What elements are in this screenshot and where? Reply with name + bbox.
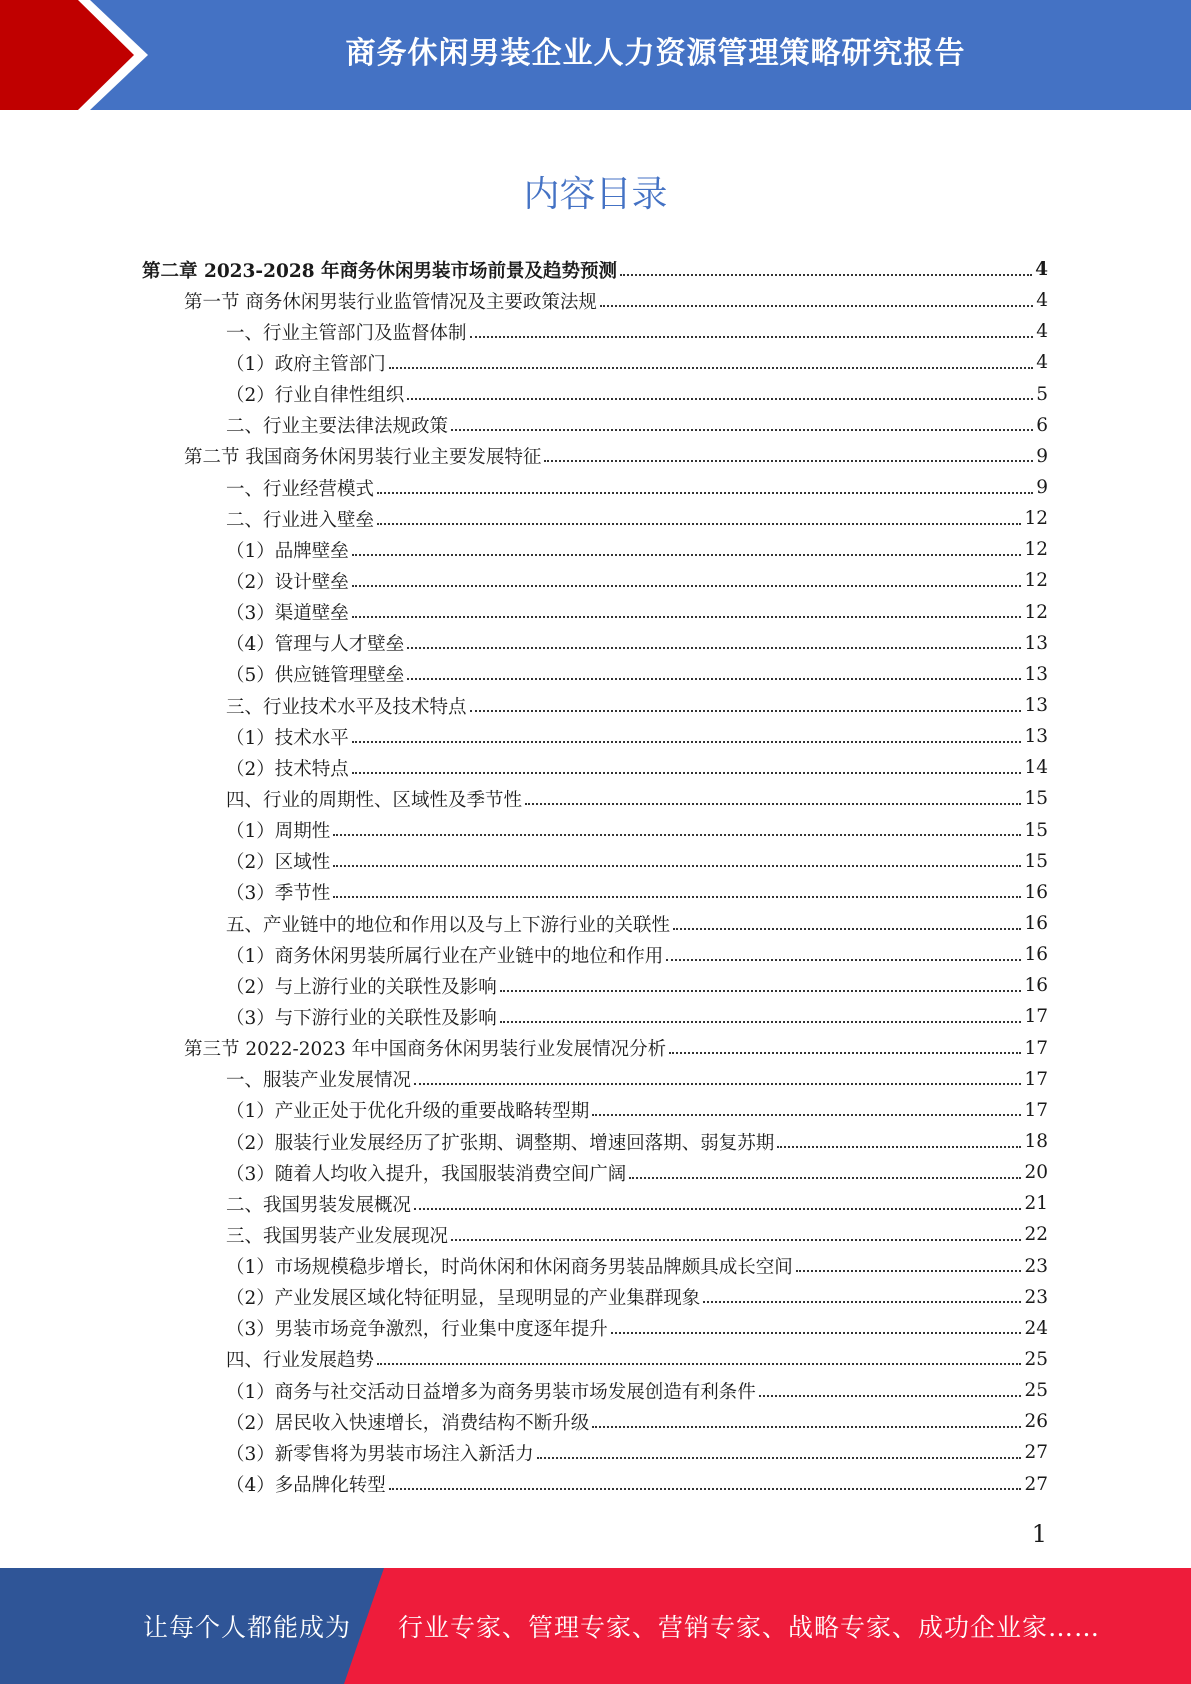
toc-entry-page: 4 — [1036, 290, 1048, 312]
toc-entry-title: （2）服装行业发展经历了扩张期、调整期、增速回落期、弱复苏期 — [226, 1132, 775, 1154]
toc-entry-title: （1）技术水平 — [226, 727, 349, 749]
toc-entry[interactable] — [142, 285, 1048, 316]
toc-dot-leader — [451, 429, 1033, 431]
toc-entry[interactable] — [142, 441, 1048, 472]
toc-dot-leader — [352, 554, 1022, 556]
toc-entry-title: （2）技术特点 — [226, 758, 349, 780]
toc-entry-page: 15 — [1024, 788, 1048, 810]
toc-entry-title: 第三节 2022-2023 年中国商务休闲男装行业发展情况分析 — [184, 1039, 667, 1061]
toc-entry-page: 14 — [1024, 757, 1048, 779]
toc-dot-leader — [414, 1083, 1021, 1085]
toc-entry[interactable] — [142, 534, 1048, 565]
toc-entry-title: 第二节 我国商务休闲男装行业主要发展特征 — [184, 447, 542, 469]
toc-entry-page: 24 — [1024, 1317, 1048, 1339]
toc-entry[interactable] — [142, 347, 1048, 378]
toc-dot-leader — [673, 928, 1021, 930]
toc-entry-page: 20 — [1024, 1162, 1048, 1184]
toc-entry-title: 第二章 2023-2028 年商务休闲男装市场前景及趋势预测 — [142, 260, 618, 282]
toc-dot-leader — [666, 959, 1021, 961]
toc-entry-page: 6 — [1036, 414, 1048, 436]
toc-entry-page: 12 — [1024, 601, 1048, 623]
toc-dot-leader — [592, 1114, 1021, 1116]
toc-dot-leader — [537, 1457, 1022, 1459]
toc-entry-title: （1）商务休闲男装所属行业在产业链中的地位和作用 — [226, 945, 664, 967]
toc-dot-leader — [620, 274, 1032, 276]
toc-entry-title: （3）与下游行业的关联性及影响 — [226, 1007, 497, 1029]
toc-dot-leader — [759, 1395, 1022, 1397]
toc-entry-title: （2）行业自律性组织 — [226, 385, 405, 407]
toc-entry[interactable] — [142, 1001, 1048, 1032]
toc-entry-title: （2）与上游行业的关联性及影响 — [226, 976, 497, 998]
toc-entry-title: 二、行业主要法律法规政策 — [226, 416, 449, 438]
toc-entry[interactable] — [142, 939, 1048, 970]
page-number: 1 — [1031, 1520, 1047, 1548]
toc-entry-title: （1）商务与社交活动日益增多为商务男装市场发展创造有利条件 — [226, 1381, 756, 1403]
toc-entry-page: 15 — [1024, 819, 1048, 841]
footer-slogan-right: 行业专家、管理专家、营销专家、战略专家、成功企业家…… — [398, 1613, 1101, 1642]
toc-entry-page: 4 — [1036, 352, 1048, 374]
toc-entry[interactable] — [142, 503, 1048, 534]
toc-entry-page: 12 — [1024, 508, 1048, 530]
toc-entry-title: （1）政府主管部门 — [226, 353, 386, 375]
toc-entry-page: 26 — [1024, 1411, 1048, 1433]
toc-entry-title: （3）季节性 — [226, 883, 331, 905]
toc-entry[interactable] — [142, 970, 1048, 1001]
toc-entry[interactable] — [142, 1375, 1048, 1406]
toc-entry-page: 27 — [1024, 1473, 1048, 1495]
toc-entry-title: 三、行业技术水平及技术特点 — [226, 696, 467, 718]
toc-entry-title: （2）区域性 — [226, 852, 331, 874]
toc-dot-leader — [669, 1052, 1021, 1054]
toc-entry-title: 第一节 商务休闲男装行业监管情况及主要政策法规 — [184, 291, 597, 313]
toc-entry-title: （3）渠道壁垒 — [226, 603, 349, 625]
toc-entry-title: 一、服装产业发展情况 — [226, 1070, 412, 1092]
toc-entry[interactable] — [142, 1033, 1048, 1064]
toc-entry-page: 23 — [1024, 1286, 1048, 1308]
toc-entry[interactable] — [142, 1282, 1048, 1313]
toc-entry[interactable] — [142, 690, 1048, 721]
page-header — [0, 0, 1191, 110]
toc-dot-leader — [611, 1332, 1022, 1334]
toc-entry-title: 四、行业的周期性、区域性及季节性 — [226, 789, 523, 811]
toc-entry-title: （1）产业正处于优化升级的重要战略转型期 — [226, 1101, 590, 1123]
toc-dot-leader — [407, 647, 1021, 649]
toc-entry-title: （2）居民收入快速增长，消费结构不断升级 — [226, 1412, 590, 1434]
toc-dot-leader — [407, 398, 1033, 400]
toc-dot-leader — [629, 1177, 1021, 1179]
toc-entry[interactable] — [142, 1126, 1048, 1157]
table-of-contents — [142, 254, 1048, 1500]
toc-dot-leader — [525, 803, 1021, 805]
toc-entry-title: 三、我国男装产业发展现况 — [226, 1225, 449, 1247]
toc-dot-leader — [407, 678, 1021, 680]
toc-dot-leader — [500, 990, 1022, 992]
toc-dot-leader — [333, 834, 1021, 836]
toc-dot-leader — [414, 1208, 1021, 1210]
toc-entry-page: 23 — [1024, 1255, 1048, 1277]
toc-dot-leader — [544, 460, 1033, 462]
toc-dot-leader — [333, 896, 1021, 898]
toc-entry[interactable] — [142, 410, 1048, 441]
toc-entry[interactable] — [142, 565, 1048, 596]
toc-entry[interactable] — [142, 1313, 1048, 1344]
toc-entry-page: 17 — [1024, 1099, 1048, 1121]
toc-entry[interactable] — [142, 721, 1048, 752]
toc-entry-page: 16 — [1024, 975, 1048, 997]
toc-entry-title: （2）产业发展区域化特征明显，呈现明显的产业集群现象 — [226, 1288, 701, 1310]
toc-dot-leader — [389, 1488, 1022, 1490]
toc-entry[interactable] — [142, 1064, 1048, 1095]
toc-entry-title: （2）设计壁垒 — [226, 571, 349, 593]
toc-entry[interactable] — [142, 316, 1048, 347]
toc-entry-page: 21 — [1024, 1193, 1048, 1215]
toc-entry-title: （1）品牌壁垒 — [226, 540, 349, 562]
toc-dot-leader — [352, 616, 1022, 618]
toc-entry-page: 9 — [1036, 445, 1048, 467]
toc-entry-title: 四、行业发展趋势 — [226, 1350, 375, 1372]
toc-entry[interactable] — [142, 1157, 1048, 1188]
toc-entry[interactable] — [142, 597, 1048, 628]
toc-entry[interactable] — [142, 1095, 1048, 1126]
toc-dot-leader — [352, 585, 1022, 587]
toc-entry-page: 9 — [1036, 477, 1048, 499]
toc-dot-leader — [389, 367, 1033, 369]
toc-entry-page: 13 — [1024, 726, 1048, 748]
toc-entry-title: （3）男装市场竞争激烈，行业集中度逐年提升 — [226, 1319, 608, 1341]
toc-entry-page: 16 — [1024, 913, 1048, 935]
toc-entry-page: 17 — [1024, 1006, 1048, 1028]
toc-dot-leader — [500, 1021, 1022, 1023]
toc-entry-page: 12 — [1024, 570, 1048, 592]
page-footer — [0, 1568, 1191, 1684]
toc-dot-leader — [352, 741, 1022, 743]
toc-entry[interactable] — [142, 1406, 1048, 1437]
toc-entry-title: （5）供应链管理壁垒 — [226, 665, 405, 687]
toc-entry-page: 27 — [1024, 1442, 1048, 1464]
toc-entry[interactable] — [142, 752, 1048, 783]
toc-entry-page: 17 — [1024, 1037, 1048, 1059]
toc-entry-title: （4）管理与人才壁垒 — [226, 634, 405, 656]
toc-entry[interactable] — [142, 1468, 1048, 1499]
toc-entry-page: 13 — [1024, 695, 1048, 717]
toc-entry-page: 25 — [1024, 1380, 1048, 1402]
toc-entry[interactable] — [142, 1437, 1048, 1468]
toc-dot-leader — [451, 1239, 1021, 1241]
toc-entry-page: 15 — [1024, 850, 1048, 872]
toc-entry[interactable] — [142, 254, 1048, 285]
toc-dot-leader — [377, 523, 1021, 525]
toc-entry-page: 5 — [1036, 383, 1048, 405]
toc-dot-leader — [352, 772, 1022, 774]
toc-entry-page: 13 — [1024, 663, 1048, 685]
toc-heading: 内容目录 — [523, 174, 668, 215]
toc-entry[interactable] — [142, 628, 1048, 659]
toc-dot-leader — [796, 1270, 1022, 1272]
toc-dot-leader — [470, 710, 1022, 712]
toc-entry[interactable] — [142, 1251, 1048, 1282]
toc-dot-leader — [470, 336, 1034, 338]
toc-dot-leader — [777, 1146, 1021, 1148]
toc-entry[interactable] — [142, 1188, 1048, 1219]
toc-entry[interactable] — [142, 379, 1048, 410]
toc-dot-leader — [600, 305, 1033, 307]
toc-entry-title: 二、行业进入壁垒 — [226, 509, 375, 531]
toc-entry[interactable] — [142, 1219, 1048, 1250]
toc-dot-leader — [377, 492, 1033, 494]
toc-entry-title: 二、我国男装发展概况 — [226, 1194, 412, 1216]
toc-entry-page: 4 — [1035, 259, 1048, 281]
toc-entry[interactable] — [142, 846, 1048, 877]
toc-entry-title: （3）随着人均收入提升，我国服装消费空间广阔 — [226, 1163, 627, 1185]
toc-entry[interactable] — [142, 472, 1048, 503]
toc-entry-title: （3）新零售将为男装市场注入新活力 — [226, 1443, 534, 1465]
toc-entry[interactable] — [142, 1344, 1048, 1375]
toc-entry-page: 4 — [1036, 321, 1048, 343]
toc-dot-leader — [592, 1426, 1021, 1428]
toc-entry[interactable] — [142, 877, 1048, 908]
toc-entry-title: （1）周期性 — [226, 821, 331, 843]
toc-entry-title: 一、行业主管部门及监督体制 — [226, 322, 467, 344]
toc-entry-title: （4）多品牌化转型 — [226, 1475, 386, 1497]
toc-entry-title: 五、产业链中的地位和作用以及与上下游行业的关联性 — [226, 914, 671, 936]
toc-entry-page: 17 — [1024, 1068, 1048, 1090]
toc-entry[interactable] — [142, 659, 1048, 690]
toc-entry-page: 16 — [1024, 944, 1048, 966]
toc-dot-leader — [333, 865, 1021, 867]
toc-entry-page: 16 — [1024, 881, 1048, 903]
report-title: 商务休闲男装企业人力资源管理策略研究报告 — [345, 36, 966, 71]
toc-entry-title: （1）市场规模稳步增长，时尚休闲和休闲商务男装品牌颇具成长空间 — [226, 1257, 793, 1279]
toc-entry-page: 22 — [1024, 1224, 1048, 1246]
toc-entry[interactable] — [142, 783, 1048, 814]
footer-slogan-left: 让每个人都能成为 — [143, 1613, 352, 1642]
toc-entry[interactable] — [142, 908, 1048, 939]
toc-entry-title: 一、行业经营模式 — [226, 478, 375, 500]
toc-entry-page: 12 — [1024, 539, 1048, 561]
toc-entry-page: 13 — [1024, 632, 1048, 654]
toc-dot-leader — [703, 1301, 1021, 1303]
toc-entry-page: 25 — [1024, 1348, 1048, 1370]
toc-dot-leader — [377, 1363, 1021, 1365]
toc-entry-page: 18 — [1024, 1131, 1048, 1152]
toc-entry[interactable] — [142, 815, 1048, 846]
